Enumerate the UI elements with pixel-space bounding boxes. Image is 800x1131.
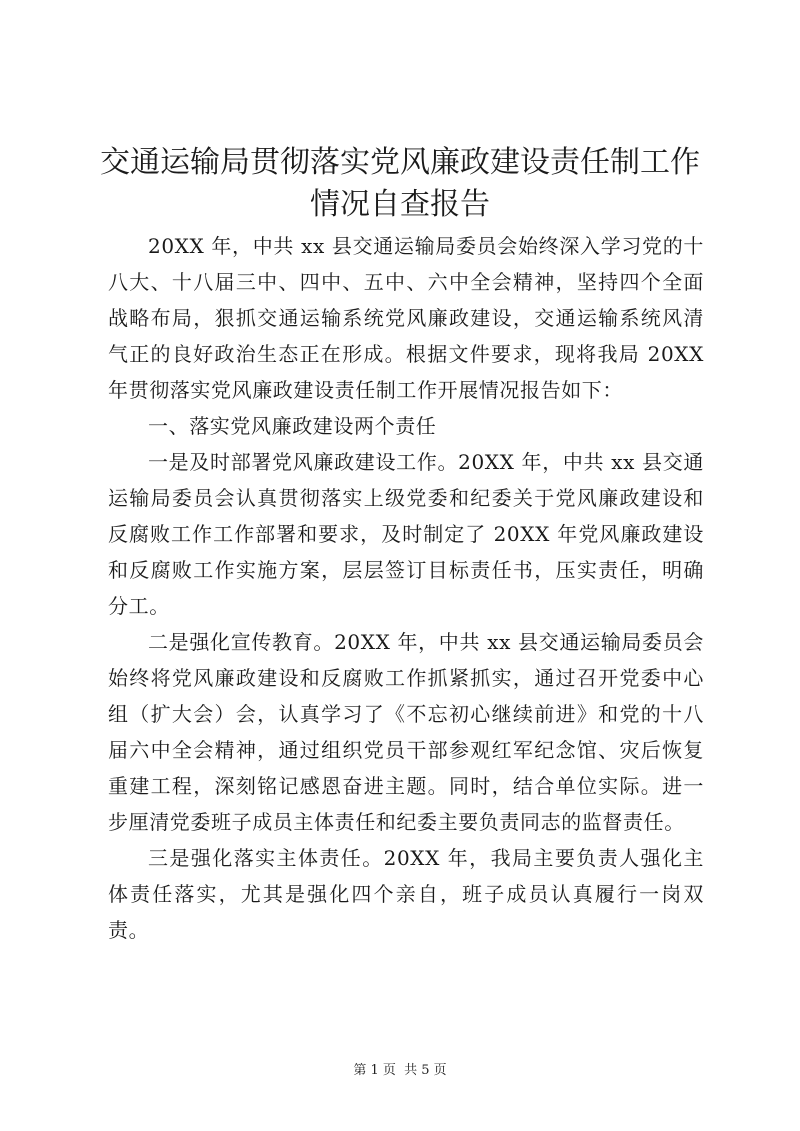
page-total: 共 5 页 — [404, 1063, 447, 1078]
document-body — [108, 228, 704, 948]
title-line-1: 交通运输局贯彻落实党风廉政建设责任制工作 — [100, 145, 700, 180]
paragraph-education: 二是强化宣传教育。20XX 年，中共 xx 县交通运输局委员会始终将党风廉政建设和反腐败工作抓紧抓实，通过召开党委中心组（扩大会）会，认真学习了《不忘初心继续前进》和党的十八届六中全会精神，通过组织党员干部参观红军纪念馆、灾后恢复重建工程，深刻铭记感恩奋进主题。同时，结合单位实际。进一步厘清党委班子成员主体责任和纪委主要负责同志的监督责任。 — [108, 630, 704, 834]
section-heading-1: 一、落实党风廉政建设两个责任 — [148, 414, 437, 438]
title-line-2: 情况自查报告 — [310, 187, 490, 222]
paragraph-deployment: 一是及时部署党风廉政建设工作。20XX 年，中共 xx 县交通运输局委员会认真贯彻落实上级党委和纪委关于党风廉政建设和反腐败工作工作部署和要求，及时制定了 20XX 年党风廉政建设和反腐败工作实施方案，层层签订目标责任书，压实责任，明确分工。 — [108, 450, 704, 618]
paragraph-responsibility: 三是强化落实主体责任。20XX 年，我局主要负责人强化主体责任落实，尤其是强化四个亲自，班子成员认真履行一岗双责。 — [108, 846, 704, 942]
document-title — [100, 142, 700, 226]
page-footer — [0, 1062, 800, 1080]
page-number: 第 1 页 — [353, 1063, 396, 1078]
paragraph-intro: 20XX 年，中共 xx 县交通运输局委员会始终深入学习党的十八大、十八届三中、四中、五中、六中全会精神，坚持四个全面战略布局，狠抓交通运输系统党风廉政建设，交通运输系统风清气正的良好政治生态正在形成。根据文件要求，现将我局 20XX 年贯彻落实党风廉政建设责任制工作开展情况报告如下： — [108, 234, 704, 402]
